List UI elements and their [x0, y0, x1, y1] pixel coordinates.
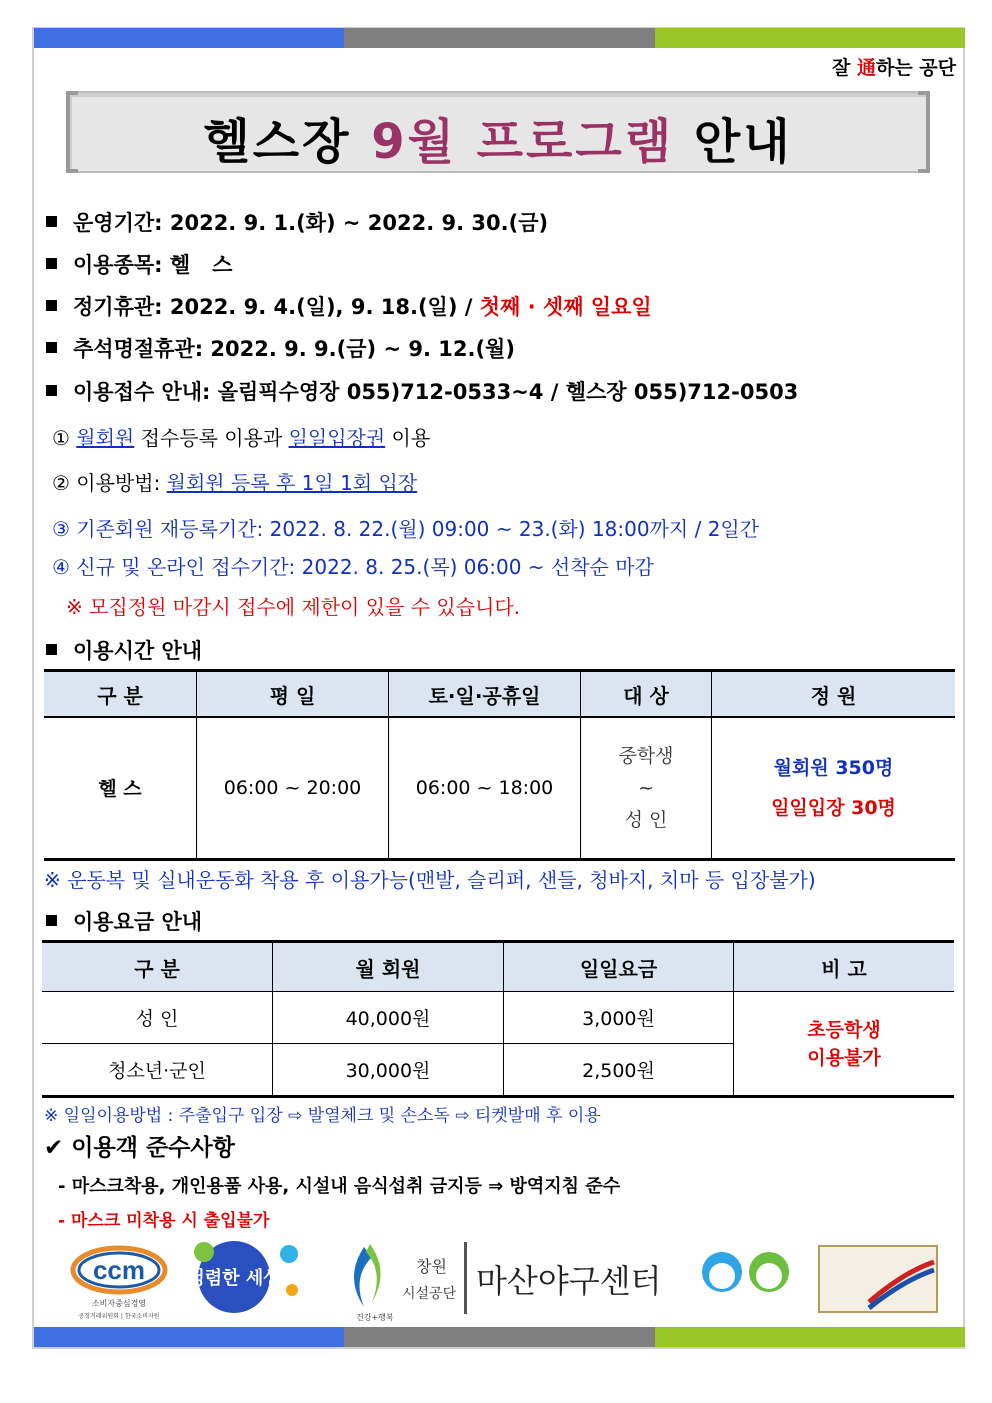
svg-text:공정거래위원회 | 한국소비자원: 공정거래위원회 | 한국소비자원 [78, 1313, 160, 1320]
info-closed-holiday: 추석명절휴관: 2022. 9. 9.(금) ~ 9. 12.(월) [46, 333, 515, 363]
hours-header: 대 상 [581, 671, 712, 718]
fees-header: 일일요금 [504, 942, 734, 992]
title-box [66, 91, 930, 173]
note-3: ③ 기존회원 재등록기간: 2022. 8. 22.(월) 09:00 ~ 23.(화) 18:00까지 / 2일간 [52, 517, 760, 541]
svg-text:청렴한 세상: 청렴한 세상 [187, 1268, 281, 1289]
logo-strip [34, 1232, 965, 1324]
info-contact: 이용접수 안내: 올림픽수영장 055)712-0533~4 / 헬스장 055)712-0503 [46, 376, 798, 406]
hours-header: 구 분 [44, 671, 197, 718]
fees-header: 비 고 [734, 942, 955, 992]
hours-program: 헬 스 [44, 717, 197, 859]
hours-weekend: 06:00 ~ 18:00 [389, 717, 581, 859]
svg-text:ccm: ccm [92, 1255, 146, 1285]
fee-remark: 초등학생 이용불가 [734, 992, 955, 1097]
svg-text:건강+행복: 건강+행복 [356, 1313, 394, 1322]
page-title: 헬스장 9월 프로그램 안내 [203, 114, 793, 170]
svg-text:마산야구센터: 마산야구센터 [476, 1262, 662, 1300]
bottom-color-bar [34, 1327, 965, 1347]
hours-header: 평 일 [197, 671, 389, 718]
fees-table [42, 940, 954, 1098]
fee-name: 청소년·군인 [42, 1044, 273, 1097]
hours-capacity: 월회원 350명 일일입장 30명 [712, 717, 956, 859]
svg-text:창원: 창원 [416, 1257, 447, 1276]
table-row [42, 992, 954, 1044]
hours-header: 토·일·공휴일 [389, 671, 581, 718]
info-closed-regular: 정기휴관: 2022. 9. 4.(일), 9. 18.(일) / 첫째 · 셋째 일요일 [46, 291, 652, 321]
fee-daily: 3,000원 [504, 992, 734, 1044]
note-1: ① 월회원 접수등록 이용과 일일입장권 이용 [52, 426, 431, 450]
hours-target: 중학생 ~ 성 인 [581, 717, 712, 859]
fee-daily: 2,500원 [504, 1044, 734, 1097]
info-period: 운영기간: 2022. 9. 1.(화) ~ 2022. 9. 30.(금) [46, 207, 548, 237]
svg-text:시설공단: 시설공단 [402, 1286, 457, 1302]
rule-2: - 마스크 미착용 시 출입불가 [58, 1211, 270, 1231]
hours-footnote: ※ 운동복 및 실내운동화 착용 후 이용가능(맨발, 슬리퍼, 샌들, 청바지, 치마 등 입장불가) [44, 868, 816, 892]
integrity-logo [187, 1241, 298, 1313]
corp-logo [354, 1242, 661, 1322]
note-2: ② 이용방법: 월회원 등록 후 1일 1회 입장 [52, 471, 418, 495]
hours-header: 정 원 [712, 671, 956, 718]
fee-name: 성 인 [42, 992, 273, 1044]
fee-monthly: 40,000원 [273, 992, 504, 1044]
fees-header: 구 분 [42, 942, 273, 992]
logos-svg [34, 1232, 965, 1324]
rule-1: - 마스크착용, 개인용품 사용, 시설내 음식섭취 금지등 ⇒ 방역지침 준수 [58, 1176, 621, 1197]
fee-monthly: 30,000원 [273, 1044, 504, 1097]
service-quality-mark-icon [819, 1246, 937, 1312]
ccm-logo [73, 1248, 165, 1320]
mascot-icons [702, 1252, 789, 1292]
note-5: ※ 모집정원 마감시 접수에 제한이 있을 수 있습니다. [66, 595, 521, 619]
info-category: 이용종목: 헬 스 [46, 249, 232, 279]
rules-heading: ✔ 이용객 준수사항 [44, 1135, 235, 1161]
hours-weekday: 06:00 ~ 20:00 [197, 717, 389, 859]
hours-heading: 이용시간 안내 [46, 635, 202, 665]
slogan: 잘 通하는 공단 [831, 57, 956, 79]
svg-text:소비자중심경영: 소비자중심경영 [91, 1299, 147, 1308]
note-4: ④ 신규 및 온라인 접수기간: 2022. 8. 25.(목) 06:00 ~ 선착순 마감 [52, 555, 654, 579]
fees-header: 월 회원 [273, 942, 504, 992]
fees-footnote: ※ 일일이용방법 : 주출입구 입장 ⇨ 발열체크 및 손소독 ⇨ 티켓발매 후 이용 [44, 1106, 601, 1126]
top-color-bar [34, 28, 965, 48]
fees-heading: 이용요금 안내 [46, 906, 202, 936]
hours-table [44, 669, 955, 861]
